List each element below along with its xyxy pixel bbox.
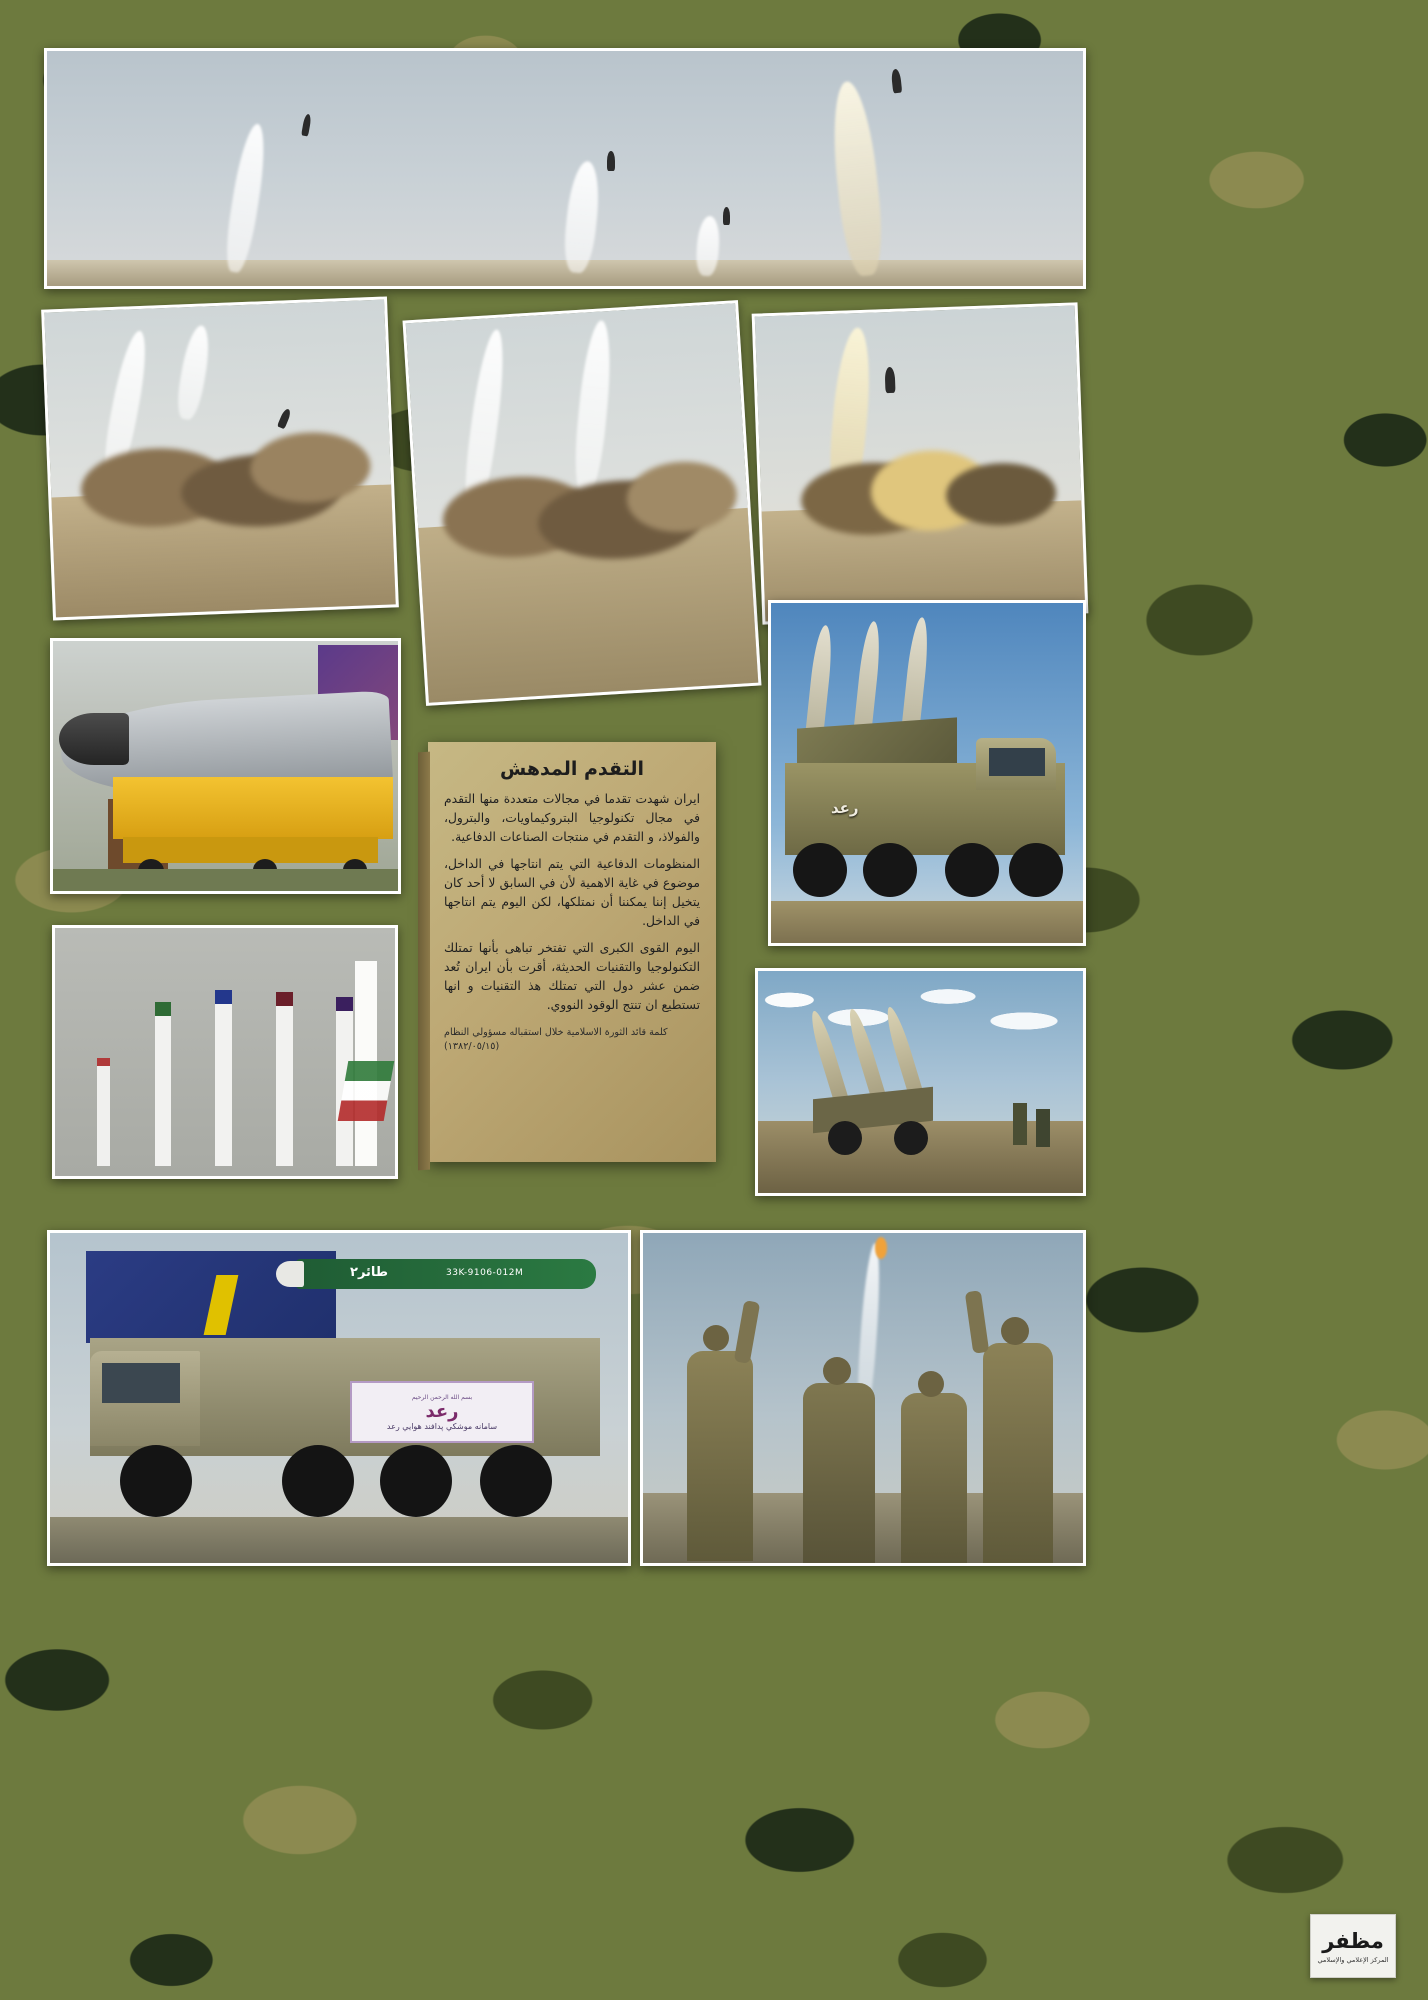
photo-aa-launcher-field	[755, 968, 1086, 1196]
raad-banner	[350, 1381, 534, 1443]
panel-paragraph-1: ايران شهدت تقدما في مجالات متعددة منها التقدم في مجال تكنولوجيا البتروكيماويات، والبترول، والفولاذ، و التقدم في منتجات الصناعات الدفاعية.	[444, 792, 700, 845]
missile-model	[276, 992, 293, 1166]
clouds	[755, 979, 1086, 1049]
soldier	[901, 1393, 967, 1563]
soldier	[983, 1343, 1053, 1563]
panel-paragraph-2: المنظومات الدفاعية التي يتم انتاجها في الداخل، موضوع في غاية الاهمية لأن في السابق لا أحد كان يتخيل إننا يمكننا أن نمتلكها، لكن اليوم يتم انتاجها في الداخل.	[444, 857, 700, 929]
missile-head	[723, 207, 730, 225]
taer-missile-label: طائر٢	[350, 1265, 389, 1280]
wheel	[945, 843, 999, 897]
raad-banner-sub: سامانه موشكي پدافند هوايي رعد	[386, 1421, 498, 1431]
panel-paragraph-3: اليوم القوى الكبرى التي تفتخر تباهى بأنها تمتلك التكنولوجيا والتقنيات الحديثة، أقرت بأن ايران تُعد ضمن عشر دول التي تمتلك هذ التقنيات و انها تستطيع ان تنتج الوقود النووي.	[444, 941, 700, 1013]
wheel	[380, 1445, 452, 1517]
missile-head	[607, 151, 615, 171]
soldier-helmet	[703, 1325, 729, 1351]
missile-model	[155, 1002, 171, 1166]
attribution-line-1: كلمة قائد الثورة الاسلامية خلال استقباله مسؤولي النظام	[444, 1026, 668, 1038]
missile-model	[97, 1058, 110, 1166]
soldier	[803, 1383, 875, 1563]
photo-launch-left	[41, 296, 399, 620]
missile-nose-cone	[59, 713, 129, 765]
hall-floor	[53, 869, 398, 891]
photo-missiles-hall	[50, 638, 401, 894]
soldier	[1036, 1109, 1050, 1147]
logo-mark: مظفر	[1322, 1928, 1384, 1953]
attribution-line-2: (١٣٨٢/٠٥/١٥)	[444, 1040, 500, 1052]
wheel	[120, 1445, 192, 1517]
taer-serial-label: 33K-9106-012M	[446, 1268, 524, 1278]
photo-raad-launcher	[768, 600, 1086, 946]
missile-model	[215, 990, 232, 1166]
logo-subtitle: المركز الإعلامي والإسلامي	[1317, 1955, 1389, 1964]
wheel	[480, 1445, 552, 1517]
windshield	[989, 748, 1045, 776]
photo-taer-truck	[47, 1230, 631, 1566]
soldier-helmet	[1001, 1317, 1029, 1345]
ground	[47, 260, 1083, 286]
ground	[771, 901, 1083, 943]
soldier	[1013, 1103, 1027, 1145]
photo-missiles-lineup	[52, 925, 398, 1179]
photo-soldiers-cheering	[640, 1230, 1086, 1566]
taer-missile-nose	[276, 1261, 304, 1287]
photo-launch-center	[403, 300, 762, 706]
photo-launch-right	[752, 302, 1089, 624]
wheel	[282, 1445, 354, 1517]
wheel	[863, 843, 917, 897]
publisher-logo	[1310, 1914, 1396, 1978]
ground	[50, 1517, 628, 1563]
raad-banner-top: بسم الله الرحمن الرحيم	[411, 1393, 473, 1401]
raad-banner-title: رعد	[425, 1400, 459, 1422]
soldier	[687, 1351, 753, 1561]
soldier-helmet	[823, 1357, 851, 1385]
missile-flame	[875, 1237, 887, 1259]
vehicle-label-raad: رعد	[831, 799, 859, 817]
wheel	[1009, 843, 1063, 897]
missile-cradle	[113, 777, 393, 839]
windshield	[102, 1363, 180, 1403]
soldier-helmet	[918, 1371, 944, 1397]
transport-frame	[123, 837, 378, 863]
photo-banner-multi-launch	[44, 48, 1086, 289]
text-panel	[428, 742, 716, 1162]
page-title: التقدم المدهش	[500, 758, 644, 780]
wheel	[894, 1121, 928, 1155]
wheel	[828, 1121, 862, 1155]
wheel	[793, 843, 847, 897]
